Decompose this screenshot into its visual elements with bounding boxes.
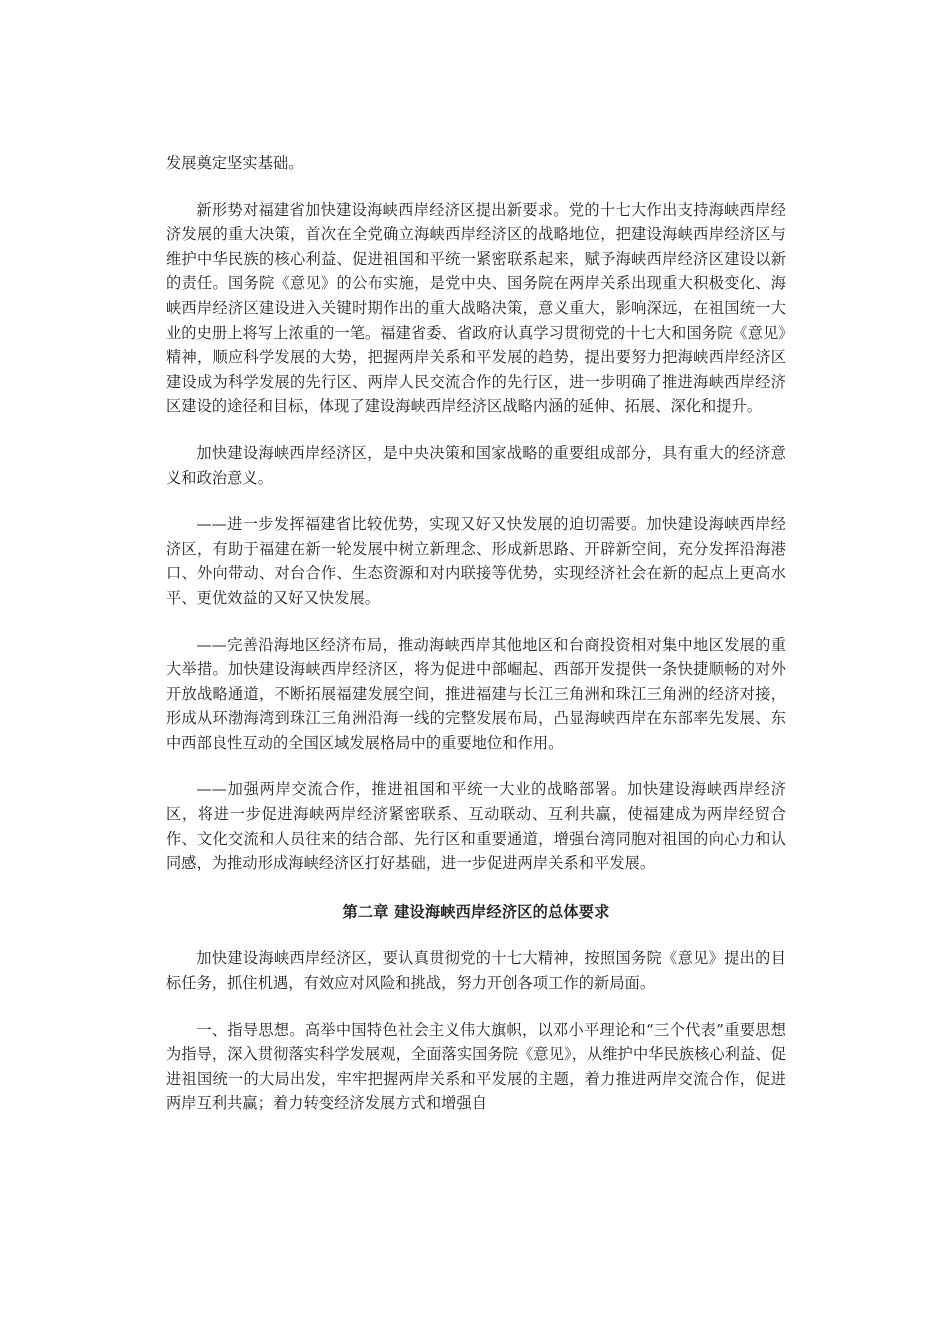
paragraph-chapter-intro: 加快建设海峡西岸经济区，要认真贯彻党的十七大精神，按照国务院《意见》提出的目标任务，抓住机遇，有效应对风险和挑战，努力开创各项工作的新局面。 bbox=[166, 949, 786, 993]
document-page bbox=[166, 151, 786, 1116]
paragraph-point-cross-strait: ——加强两岸交流合作，推进祖国和平统一大业的战略部署。加快建设海峡西岸经济区，将进一步促进海峡两岸经济紧密联系、互动联动、互利共赢，使福建成为两岸经贸合作、文化交流和人员往来的结合部、先行区和重要通道，增强台湾同胞对祖国的向心力和认同感，为推动形成海峡经济区打好基础，进一步促进两岸关系和平发展。 bbox=[166, 780, 786, 873]
paragraph-point-advantage: ——进一步发挥福建省比较优势，实现又好又快发展的迫切需要。加快建设海峡西岸经济区，有助于福建在新一轮发展中树立新理念、形成新思路、开辟新空间，充分发挥沿海港口、外向带动、对台合作、生态资源和对内联接等优势，实现经济社会在新的起点上更高水平、更优效益的又好又快发展。 bbox=[166, 515, 786, 607]
paragraph-new-situation: 新形势对福建省加快建设海峡西岸经济区提出新要求。党的十七大作出支持海峡西岸经济发展的重大决策，首次在全党确立海峡西岸经济区的战略地位，把建设海峡西岸经济区与维护中华民族的核心利益、促进祖国和平统一紧密联系起来，赋予海峡西岸经济区建设以新的责任。国务院《意见》的公布实施，是党中央、国务院在两岸关系出现重大积极变化、海峡西岸经济区建设进入关键时期作出的重大战略决策，意义重大，影响深远，在祖国统一大业的史册上将写上浓重的一笔。福建省委、省政府认真学习贯彻党的十七大和国务院《意见》精神，顺应科学发展的大势，把握两岸关系和平发展的趋势，提出要努力把海峡西岸经济区建设成为科学发展的先行区、两岸人民交流合作的先行区，进一步明确了推进海峡西岸经济区建设的途径和目标，体现了建设海峡西岸经济区战略内涵的延伸、拓展、深化和提升。 bbox=[166, 200, 786, 416]
paragraph-continuation: 发展奠定坚实基础。 bbox=[166, 154, 304, 172]
paragraph-point-layout: ——完善沿海地区经济布局，推动海峡西岸其他地区和台商投资相对集中地区发展的重大举措。加快建设海峡西岸经济区，将为促进中部崛起、西部开发提供一条快捷顺畅的对外开放战略通道，不断拓展福建发展空间，推进福建与长江三角洲和珠江三角洲的经济对接，形成从环渤海湾到珠江三角洲沿海一线的完整发展布局，凸显海峡西岸在东部率先发展、东中西部良性互动的全国区域发展格局中的重要地位和作用。 bbox=[166, 635, 786, 752]
paragraph-significance: 加快建设海峡西岸经济区，是中央决策和国家战略的重要组成部分，具有重大的经济意义和政治意义。 bbox=[166, 443, 786, 487]
paragraph-guiding-thought: 一、指导思想。高举中国特色社会主义伟大旗帜，以邓小平理论和“三个代表”重要思想为指导，深入贯彻落实科学发展观，全面落实国务院《意见》，从维护中华民族核心利益、促进祖国统一的大局出发，牢牢把握两岸关系和平发展的主题，着力推进两岸交流合作，促进两岸互利共赢；着力转变经济发展方式和增强自 bbox=[166, 1020, 786, 1113]
chapter-heading: 第二章 建设海峡西岸经济区的总体要求 bbox=[342, 902, 610, 921]
